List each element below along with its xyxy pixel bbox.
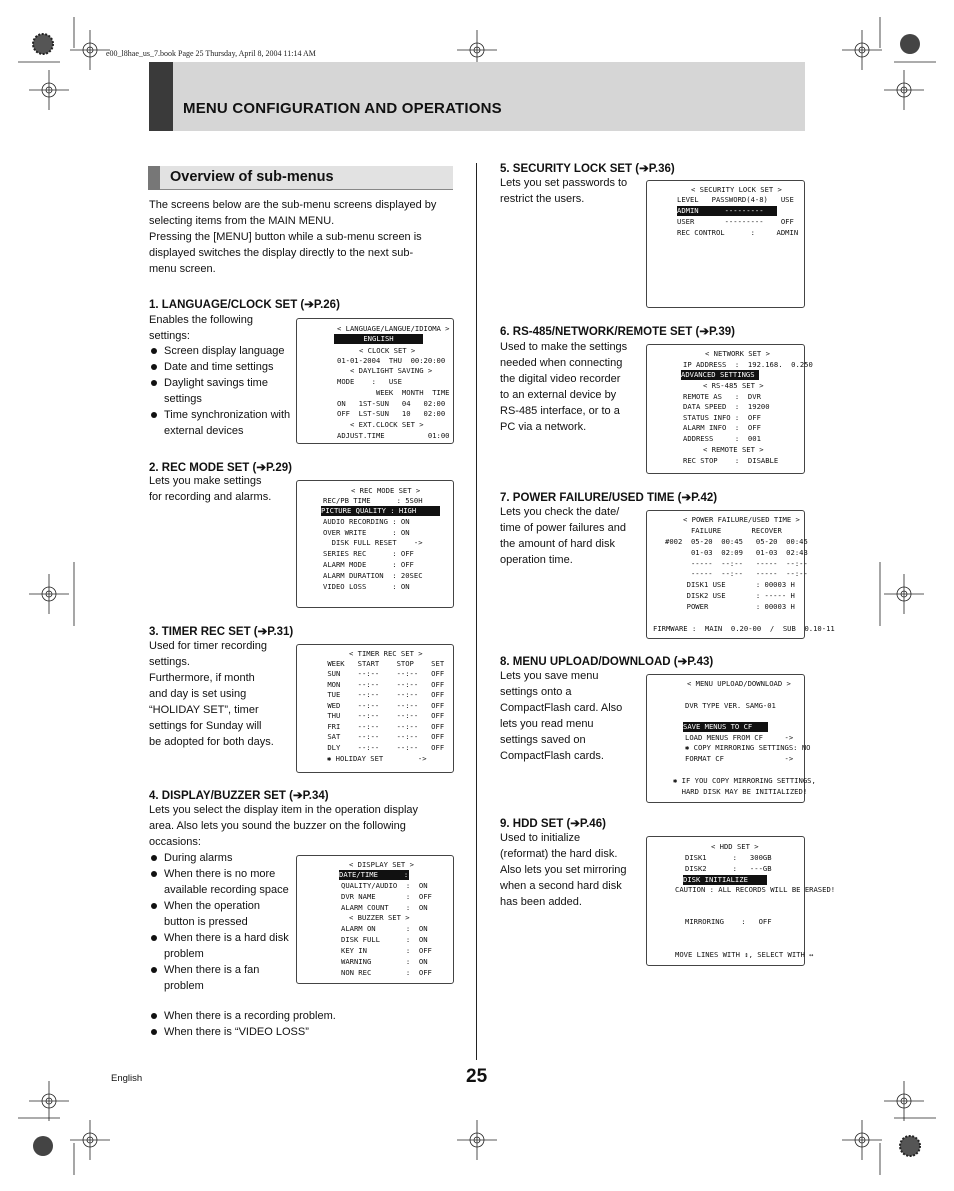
intro-line: selecting items from the MAIN MENU. bbox=[149, 215, 335, 227]
screen-line: DATA SPEED : 19200 bbox=[683, 402, 770, 411]
screen-line: ALARM MODE : OFF bbox=[323, 560, 414, 569]
item-6-heading: 6. RS-485/NETWORK/REMOTE SET (➔P.39) bbox=[500, 326, 735, 338]
intro-line: menu screen. bbox=[149, 263, 216, 275]
screen-line: ON 1ST-SUN 04 02:00 bbox=[337, 399, 446, 408]
screen-line: MON --:-- --:-- OFF bbox=[323, 680, 445, 689]
desc-line: Lets you save menu bbox=[500, 670, 599, 682]
screen-line: REC STOP : DISABLE bbox=[683, 456, 779, 465]
item-5-description bbox=[500, 175, 648, 207]
desc-line: occasions: bbox=[149, 836, 201, 848]
item-1-heading: 1. LANGUAGE/CLOCK SET (➔P.26) bbox=[149, 299, 340, 311]
screen-line: ADDRESS : 001 bbox=[683, 434, 761, 443]
screen-line: ✱ COPY MIRRORING SETTINGS: NO bbox=[685, 743, 811, 752]
screen-hdd-set bbox=[646, 836, 836, 966]
screen-line: OFF LST-SUN 10 02:00 bbox=[337, 409, 446, 418]
item-9-heading: 9. HDD SET (➔P.46) bbox=[500, 818, 606, 830]
desc-line: lets you read menu bbox=[500, 718, 594, 730]
bullet-item: Screen display language bbox=[149, 343, 297, 359]
item-7-heading: 7. POWER FAILURE/USED TIME (➔P.42) bbox=[500, 492, 718, 504]
screen-line: ALARM INFO : OFF bbox=[683, 423, 761, 432]
screen-line: < HDD SET > bbox=[711, 842, 759, 851]
screen-line: < POWER FAILURE/USED TIME > bbox=[683, 515, 800, 524]
bullet-item: Date and time settings bbox=[149, 359, 297, 375]
screen-line: FAILURE RECOVER bbox=[665, 526, 782, 535]
desc-line: settings saved on bbox=[500, 734, 586, 746]
intro-line: The screens below are the sub-menu screens displayed by bbox=[149, 199, 437, 211]
screen-line: MOVE LINES WITH ↕, SELECT WITH ↔ bbox=[675, 950, 814, 959]
screen-line: FORMAT CF -> bbox=[685, 754, 794, 763]
bullet-item: When the operation button is pressed bbox=[149, 898, 289, 930]
item-9-description bbox=[500, 830, 648, 910]
screen-line: ✱ HOLIDAY SET -> bbox=[327, 754, 427, 763]
screen-line: ALARM DURATION : 20SEC bbox=[323, 571, 423, 580]
desc-line: CompactFlash card. Also bbox=[500, 702, 623, 714]
bullet-item: When there is no more available recording space bbox=[149, 866, 289, 898]
screen-line: ALARM COUNT : ON bbox=[341, 903, 428, 912]
desc-line: time of power failures and bbox=[500, 522, 626, 534]
screen-line: 01-03 02:09 01-03 02:43 bbox=[665, 548, 808, 557]
desc-line: Lets you select the display item in the operation display bbox=[149, 804, 419, 816]
screen-line-highlighted: ENGLISH bbox=[334, 334, 423, 344]
item-8-description bbox=[500, 668, 648, 764]
screen-line-highlighted: SAVE MENUS TO CF -> bbox=[683, 722, 787, 731]
screen-line: SUN --:-- --:-- OFF bbox=[323, 669, 445, 678]
footer-language: English bbox=[111, 1073, 143, 1084]
desc-line: needed when connecting bbox=[500, 357, 623, 369]
desc-line: to an external device by bbox=[500, 389, 617, 401]
desc-line: be adopted for both days. bbox=[149, 736, 274, 748]
screen-line: KEY IN : OFF bbox=[341, 946, 432, 955]
screen-line: DLY --:-- --:-- OFF bbox=[323, 743, 445, 752]
screen-line: OVER WRITE : ON bbox=[323, 528, 410, 537]
screen-display-buzzer-set bbox=[296, 855, 454, 984]
item-8-heading: 8. MENU UPLOAD/DOWNLOAD (➔P.43) bbox=[500, 656, 714, 668]
print-info-line: e00_l8hae_us_7.book Page 25 Thursday, April 8, 2004 11:14 AM bbox=[106, 49, 316, 58]
screen-menu-upload-download bbox=[646, 674, 816, 803]
desc-line: Also lets you set mirroring bbox=[500, 864, 627, 876]
screen-line: 01-01-2004 THU 00:20:00 bbox=[337, 356, 446, 365]
screen-line: < REMOTE SET > bbox=[703, 445, 764, 454]
screen-line: < DAYLIGHT SAVING > bbox=[350, 366, 433, 375]
desc-line: settings onto a bbox=[500, 686, 572, 698]
screen-line: WARNING : ON bbox=[341, 957, 428, 966]
intro-paragraph bbox=[149, 197, 459, 277]
screen-line: SERIES REC : OFF bbox=[323, 549, 414, 558]
screen-line: IP ADDRESS : 192.168. 0.250 bbox=[683, 360, 813, 369]
page-title: MENU CONFIGURATION AND OPERATIONS bbox=[183, 100, 502, 117]
screen-line: USER --------- OFF bbox=[677, 217, 794, 226]
desc-line: Used to make the settings bbox=[500, 341, 628, 353]
desc-line: restrict the users. bbox=[500, 193, 585, 205]
screen-line: < DISPLAY SET > bbox=[349, 860, 414, 869]
bullet-item: When there is a hard disk problem bbox=[149, 930, 289, 962]
screen-line: #002 05-20 00:45 05-20 00:45 bbox=[665, 537, 808, 546]
screen-line: < LANGUAGE/LANGUE/IDIOMA > bbox=[337, 324, 450, 333]
desc-line: settings for Sunday will bbox=[149, 720, 262, 732]
screen-line: MIRRORING : OFF bbox=[685, 917, 772, 926]
screen-line: WEEK START STOP SET bbox=[323, 659, 445, 668]
desc-line: Lets you set passwords to bbox=[500, 177, 628, 189]
item-1-bullets bbox=[149, 343, 297, 439]
screen-line-highlighted: ADVANCED SETTINGS -> bbox=[681, 370, 781, 379]
desc-line: the digital video recorder bbox=[500, 373, 621, 385]
desc-line: PC via a network. bbox=[500, 421, 587, 433]
screen-line: ADJUST.TIME 01:00 bbox=[337, 431, 450, 440]
screen-line-highlighted: ADMIN --------- OFF bbox=[677, 206, 794, 215]
desc-line: when a second hard disk bbox=[500, 880, 622, 892]
screen-line: DVR TYPE VER. SAMG-01 bbox=[685, 701, 776, 710]
item-4-description bbox=[149, 802, 449, 850]
screen-line: TUE --:-- --:-- OFF bbox=[323, 690, 445, 699]
screen-timer-rec-set bbox=[296, 644, 454, 773]
screen-line: < CLOCK SET > bbox=[359, 346, 416, 355]
screen-line: < NETWORK SET > bbox=[705, 349, 770, 358]
screen-line: < EXT.CLOCK SET > bbox=[350, 420, 424, 429]
screen-line: REC/PB TIME : 5S0H bbox=[323, 496, 423, 505]
screen-line: POWER : 00003 H bbox=[665, 602, 795, 611]
column-divider bbox=[476, 163, 477, 1060]
bullet-item: Daylight savings time settings bbox=[149, 375, 297, 407]
screen-line: AUDIO RECORDING : ON bbox=[323, 517, 410, 526]
desc-line: settings: bbox=[149, 330, 190, 342]
header-tab-marker bbox=[149, 62, 173, 131]
screen-line: THU --:-- --:-- OFF bbox=[323, 711, 445, 720]
desc-line: Lets you check the date/ bbox=[500, 506, 620, 518]
page-header bbox=[149, 62, 805, 131]
desc-line: operation time. bbox=[500, 554, 573, 566]
screen-line: < MENU UPLOAD/DOWNLOAD > bbox=[687, 679, 791, 688]
screen-line: HARD DISK MAY BE INITIALIZED! bbox=[673, 787, 808, 796]
desc-line: Lets you make settings bbox=[149, 475, 262, 487]
screen-line: < TIMER REC SET > bbox=[349, 649, 423, 658]
screen-line: STATUS INFO : OFF bbox=[683, 413, 761, 422]
intro-line: displayed switches the display directly to the next sub- bbox=[149, 247, 414, 259]
bullet-item: When there is a recording problem. bbox=[149, 1008, 449, 1024]
screen-line: REMOTE AS : DVR bbox=[683, 392, 761, 401]
screen-line: DISK FULL RESET -> bbox=[323, 538, 423, 547]
desc-line: and day is set using bbox=[149, 688, 247, 700]
screen-power-failure-used-time bbox=[646, 510, 835, 639]
bullet-item: When there is “VIDEO LOSS” bbox=[149, 1024, 449, 1040]
screen-line: < REC MODE SET > bbox=[351, 486, 421, 495]
desc-line: Furthermore, if month bbox=[149, 672, 255, 684]
item-5-heading: 5. SECURITY LOCK SET (➔P.36) bbox=[500, 163, 675, 175]
desc-line: Enables the following bbox=[149, 314, 253, 326]
intro-line: Pressing the [MENU] button while a sub-menu screen is bbox=[149, 231, 422, 243]
item-4-bullets bbox=[149, 850, 289, 994]
desc-line: “HOLIDAY SET”, timer bbox=[149, 704, 259, 716]
screen-line: ----- --:-- ----- --:-- bbox=[665, 559, 808, 568]
item-7-description bbox=[500, 504, 648, 568]
screen-line: CAUTION : ALL RECORDS WILL BE ERASED! bbox=[675, 885, 836, 894]
item-2-heading: 2. REC MODE SET (➔P.29) bbox=[149, 462, 292, 474]
screen-line: DISK1 : 300GB bbox=[685, 853, 772, 862]
screen-line: REC CONTROL : ADMIN bbox=[677, 228, 799, 237]
screen-line: ✱ IF YOU COPY MIRRORING SETTINGS, bbox=[673, 776, 816, 785]
screen-line: DISK2 : ---GB bbox=[685, 864, 772, 873]
screen-line: WEEK MONTH TIME bbox=[337, 388, 450, 397]
desc-line: settings. bbox=[149, 656, 190, 668]
desc-line: CompactFlash cards. bbox=[500, 750, 604, 762]
section-tab-marker bbox=[148, 166, 160, 190]
desc-line: area. Also lets you sound the buzzer on the following bbox=[149, 820, 406, 832]
bullet-item: When there is a fan problem bbox=[149, 962, 289, 994]
screen-line: ALARM ON : ON bbox=[341, 924, 428, 933]
screen-line: DISK FULL : ON bbox=[341, 935, 428, 944]
screen-line-highlighted: DATE/TIME : ON bbox=[339, 870, 426, 879]
screen-line: MODE : USE bbox=[337, 377, 402, 386]
item-4-heading: 4. DISPLAY/BUZZER SET (➔P.34) bbox=[149, 790, 329, 802]
screen-line: LEVEL PASSWORD(4-8) USE bbox=[677, 195, 794, 204]
screen-line: VIDEO LOSS : ON bbox=[323, 582, 410, 591]
screen-line: DVR NAME : OFF bbox=[341, 892, 432, 901]
screen-line: DISK2 USE : ----- H bbox=[665, 591, 795, 600]
screen-line: SAT --:-- --:-- OFF bbox=[323, 732, 445, 741]
screen-line: < SECURITY LOCK SET > bbox=[691, 185, 782, 194]
screen-line: < RS-485 SET > bbox=[703, 381, 764, 390]
screen-line: LOAD MENUS FROM CF -> bbox=[685, 733, 794, 742]
item-6-description bbox=[500, 339, 648, 435]
screen-rs485-network-remote-set bbox=[646, 344, 813, 474]
page-number: 25 bbox=[466, 1066, 488, 1087]
desc-line: Used to initialize bbox=[500, 832, 581, 844]
screen-line-highlighted: PICTURE QUALITY : HIGH bbox=[321, 506, 440, 516]
item-2-description bbox=[149, 473, 299, 505]
item-1-description bbox=[149, 312, 299, 344]
screen-line: NON REC : OFF bbox=[341, 968, 432, 977]
screen-rec-mode-set bbox=[296, 480, 454, 608]
desc-line: the amount of hard disk bbox=[500, 538, 615, 550]
screen-language-clock-set bbox=[296, 318, 454, 444]
desc-line: RS-485 interface, or to a bbox=[500, 405, 620, 417]
item-4-bullets-wide bbox=[149, 1008, 449, 1040]
screen-line: QUALITY/AUDIO : ON bbox=[341, 881, 428, 890]
desc-line: for recording and alarms. bbox=[149, 491, 272, 503]
bullet-item: Time synchronization with external devices bbox=[149, 407, 297, 439]
desc-line: has been added. bbox=[500, 896, 582, 908]
screen-line: ----- --:-- ----- --:-- bbox=[665, 569, 808, 578]
desc-line: Used for timer recording bbox=[149, 640, 267, 652]
desc-line: (reformat) the hard disk. bbox=[500, 848, 618, 860]
item-3-heading: 3. TIMER REC SET (➔P.31) bbox=[149, 626, 294, 638]
screen-line: WED --:-- --:-- OFF bbox=[323, 701, 445, 710]
screen-line: FRI --:-- --:-- OFF bbox=[323, 722, 445, 731]
item-3-description bbox=[149, 638, 294, 750]
bullet-item: During alarms bbox=[149, 850, 289, 866]
screen-line: < BUZZER SET > bbox=[349, 913, 410, 922]
section-title: Overview of sub-menus bbox=[170, 169, 334, 185]
screen-line: FIRMWARE : MAIN 0.20-00 / SUB 0.10-11 bbox=[653, 624, 835, 633]
screen-line-highlighted: DISK INITIALIZE -> bbox=[683, 875, 787, 884]
screen-security-lock-set bbox=[646, 180, 805, 308]
screen-line: DISK1 USE : 00003 H bbox=[665, 580, 795, 589]
